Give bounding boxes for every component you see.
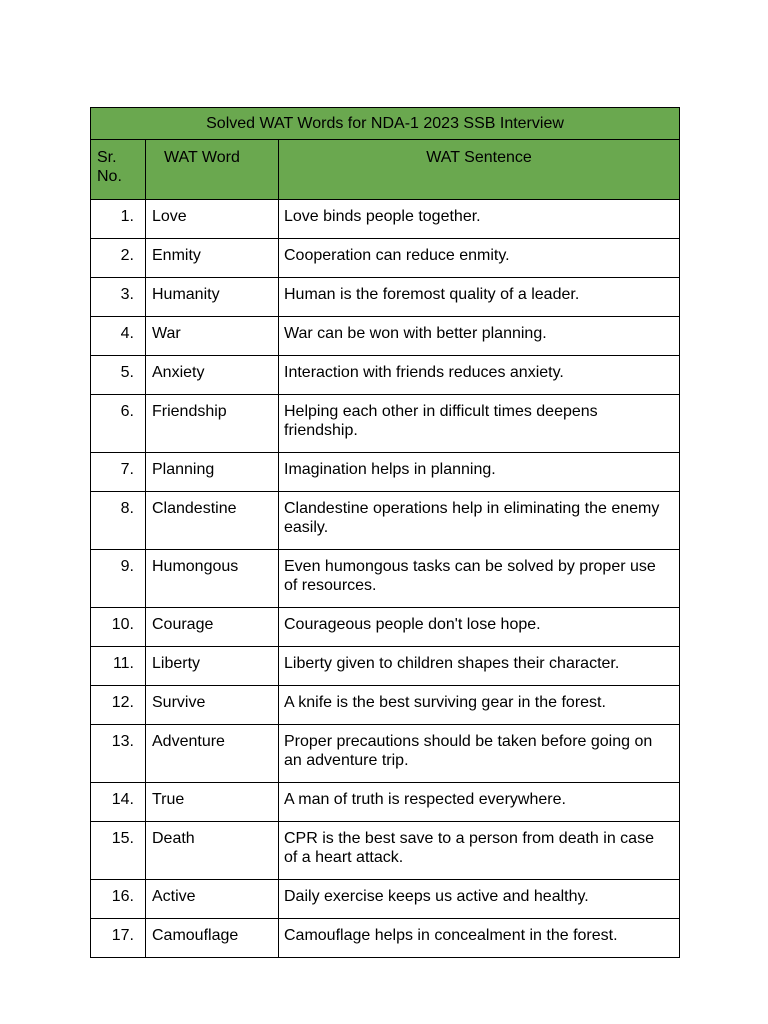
cell-sr-no: 17. <box>91 919 146 958</box>
cell-sr-no: 5. <box>91 356 146 395</box>
cell-sr-no: 13. <box>91 725 146 783</box>
table-title: Solved WAT Words for NDA-1 2023 SSB Interview <box>91 108 680 140</box>
cell-wat-word: Friendship <box>146 395 279 453</box>
cell-wat-word: Active <box>146 880 279 919</box>
header-wat-word: WAT Word <box>146 140 279 200</box>
table-row <box>91 686 680 725</box>
cell-wat-word: Adventure <box>146 725 279 783</box>
cell-wat-word: Courage <box>146 608 279 647</box>
cell-wat-sentence: Helping each other in difficult times deepens friendship. <box>279 395 680 453</box>
cell-wat-word: Survive <box>146 686 279 725</box>
cell-wat-sentence: Love binds people together. <box>279 200 680 239</box>
cell-wat-sentence: Proper precautions should be taken before going on an adventure trip. <box>279 725 680 783</box>
cell-wat-sentence: Even humongous tasks can be solved by proper use of resources. <box>279 550 680 608</box>
cell-wat-sentence: A knife is the best surviving gear in the forest. <box>279 686 680 725</box>
cell-wat-sentence: Interaction with friends reduces anxiety. <box>279 356 680 395</box>
cell-wat-sentence: Cooperation can reduce enmity. <box>279 239 680 278</box>
cell-wat-sentence: Imagination helps in planning. <box>279 453 680 492</box>
table-row <box>91 492 680 550</box>
cell-wat-word: Camouflage <box>146 919 279 958</box>
table-row <box>91 453 680 492</box>
cell-wat-word: War <box>146 317 279 356</box>
table-row <box>91 880 680 919</box>
wat-table <box>90 107 680 958</box>
cell-sr-no: 9. <box>91 550 146 608</box>
table-row <box>91 356 680 395</box>
table-row <box>91 647 680 686</box>
cell-sr-no: 1. <box>91 200 146 239</box>
cell-wat-sentence: Liberty given to children shapes their character. <box>279 647 680 686</box>
cell-sr-no: 10. <box>91 608 146 647</box>
cell-wat-word: Liberty <box>146 647 279 686</box>
table-title-row <box>91 108 680 140</box>
cell-sr-no: 8. <box>91 492 146 550</box>
header-sr-no: Sr. No. <box>91 140 146 200</box>
cell-wat-word: Love <box>146 200 279 239</box>
table-row <box>91 919 680 958</box>
header-wat-sentence: WAT Sentence <box>279 140 680 200</box>
cell-wat-sentence: A man of truth is respected everywhere. <box>279 783 680 822</box>
table-row <box>91 608 680 647</box>
table-header-row <box>91 140 680 200</box>
cell-wat-sentence: War can be won with better planning. <box>279 317 680 356</box>
cell-wat-word: Humanity <box>146 278 279 317</box>
cell-wat-sentence: Human is the foremost quality of a leader. <box>279 278 680 317</box>
cell-wat-sentence: Clandestine operations help in eliminating the enemy easily. <box>279 492 680 550</box>
cell-sr-no: 12. <box>91 686 146 725</box>
cell-wat-sentence: Daily exercise keeps us active and healthy. <box>279 880 680 919</box>
cell-sr-no: 4. <box>91 317 146 356</box>
table-row <box>91 239 680 278</box>
cell-wat-word: Death <box>146 822 279 880</box>
table-row <box>91 725 680 783</box>
cell-sr-no: 7. <box>91 453 146 492</box>
cell-wat-word: Planning <box>146 453 279 492</box>
cell-sr-no: 16. <box>91 880 146 919</box>
cell-wat-sentence: Camouflage helps in concealment in the forest. <box>279 919 680 958</box>
table-row <box>91 278 680 317</box>
cell-wat-sentence: CPR is the best save to a person from death in case of a heart attack. <box>279 822 680 880</box>
cell-sr-no: 11. <box>91 647 146 686</box>
cell-wat-sentence: Courageous people don't lose hope. <box>279 608 680 647</box>
cell-wat-word: Humongous <box>146 550 279 608</box>
cell-wat-word: Anxiety <box>146 356 279 395</box>
table-row <box>91 822 680 880</box>
table-body <box>91 200 680 958</box>
table-row <box>91 317 680 356</box>
cell-sr-no: 14. <box>91 783 146 822</box>
table-row <box>91 550 680 608</box>
cell-sr-no: 15. <box>91 822 146 880</box>
table-row <box>91 200 680 239</box>
cell-sr-no: 2. <box>91 239 146 278</box>
cell-wat-word: True <box>146 783 279 822</box>
table-row <box>91 783 680 822</box>
cell-sr-no: 6. <box>91 395 146 453</box>
cell-wat-word: Clandestine <box>146 492 279 550</box>
cell-sr-no: 3. <box>91 278 146 317</box>
table-row <box>91 395 680 453</box>
cell-wat-word: Enmity <box>146 239 279 278</box>
